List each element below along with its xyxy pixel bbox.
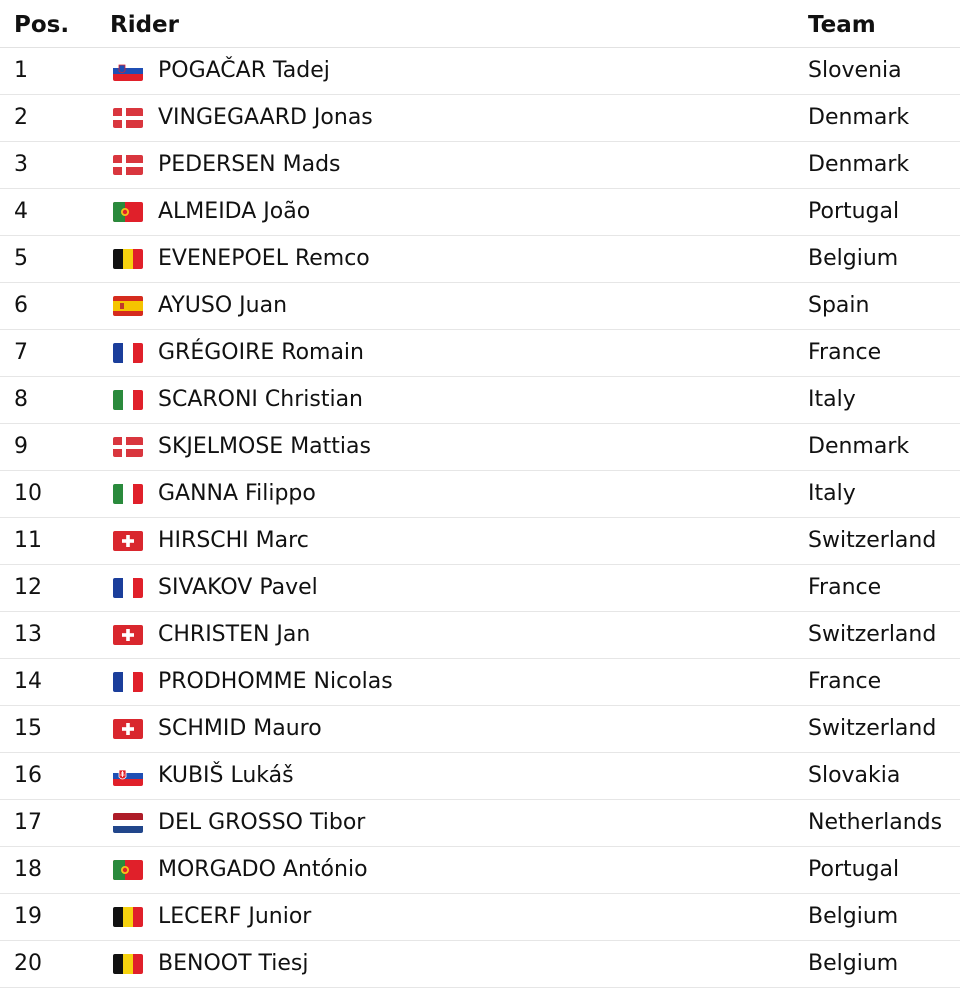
rider-name-link[interactable]: DEL GROSSO Tibor xyxy=(158,810,366,835)
team-name-link[interactable]: Denmark xyxy=(808,105,910,130)
table-row xyxy=(0,95,960,142)
table-row xyxy=(0,800,960,847)
spain-flag-icon xyxy=(113,296,143,316)
position-cell: 10 xyxy=(14,481,42,506)
rider-name-link[interactable]: BENOOT Tiesj xyxy=(158,951,309,976)
rider-name-link[interactable]: SCHMID Mauro xyxy=(158,716,322,741)
rider-name-link[interactable]: CHRISTEN Jan xyxy=(158,622,311,647)
position-cell: 2 xyxy=(14,105,28,130)
position-cell: 14 xyxy=(14,669,42,694)
team-name-link[interactable]: Switzerland xyxy=(808,716,937,741)
rider-name-link[interactable]: AYUSO Juan xyxy=(158,293,288,318)
belgium-flag-icon xyxy=(113,249,143,269)
table-row xyxy=(0,377,960,424)
switzerland-flag-icon xyxy=(113,625,143,645)
team-name-link[interactable]: Spain xyxy=(808,293,870,318)
table-row xyxy=(0,48,960,95)
rider-name-link[interactable]: SKJELMOSE Mattias xyxy=(158,434,371,459)
switzerland-flag-icon xyxy=(113,531,143,551)
switzerland-flag-icon xyxy=(113,719,143,739)
position-cell: 15 xyxy=(14,716,42,741)
table-row xyxy=(0,283,960,330)
position-cell: 16 xyxy=(14,763,42,788)
slovenia-flag-icon xyxy=(113,61,143,81)
italy-flag-icon xyxy=(113,484,143,504)
team-name-link[interactable]: Slovakia xyxy=(808,763,901,788)
table-header xyxy=(0,0,960,48)
rider-name-link[interactable]: POGAČAR Tadej xyxy=(158,58,330,83)
table-row xyxy=(0,941,960,988)
table-body xyxy=(0,48,960,988)
position-cell: 11 xyxy=(14,528,42,553)
rider-name-link[interactable]: EVENEPOEL Remco xyxy=(158,246,370,271)
table-row xyxy=(0,659,960,706)
team-name-link[interactable]: Italy xyxy=(808,481,856,506)
table-row xyxy=(0,753,960,800)
header-rider: Rider xyxy=(110,12,179,38)
rider-name-link[interactable]: MORGADO António xyxy=(158,857,368,882)
position-cell: 18 xyxy=(14,857,42,882)
rider-name-link[interactable]: GRÉGOIRE Romain xyxy=(158,340,364,365)
team-name-link[interactable]: Italy xyxy=(808,387,856,412)
belgium-flag-icon xyxy=(113,907,143,927)
france-flag-icon xyxy=(113,578,143,598)
team-name-link[interactable]: Belgium xyxy=(808,904,899,929)
table-row xyxy=(0,847,960,894)
table-row xyxy=(0,189,960,236)
netherlands-flag-icon xyxy=(113,813,143,833)
table-row xyxy=(0,424,960,471)
rider-name-link[interactable]: KUBIŠ Lukáš xyxy=(158,763,294,788)
rider-name-link[interactable]: VINGEGAARD Jonas xyxy=(158,105,373,130)
rider-name-link[interactable]: LECERF Junior xyxy=(158,904,312,929)
team-name-link[interactable]: Netherlands xyxy=(808,810,943,835)
table-row xyxy=(0,706,960,753)
position-cell: 12 xyxy=(14,575,42,600)
position-cell: 19 xyxy=(14,904,42,929)
table-row xyxy=(0,612,960,659)
header-pos: Pos. xyxy=(14,12,70,38)
team-name-link[interactable]: Portugal xyxy=(808,857,900,882)
rider-name-link[interactable]: GANNA Filippo xyxy=(158,481,316,506)
france-flag-icon xyxy=(113,343,143,363)
rider-name-link[interactable]: PEDERSEN Mads xyxy=(158,152,341,177)
portugal-flag-icon xyxy=(113,860,143,880)
team-name-link[interactable]: Belgium xyxy=(808,951,899,976)
team-name-link[interactable]: Switzerland xyxy=(808,528,937,553)
italy-flag-icon xyxy=(113,390,143,410)
team-name-link[interactable]: Switzerland xyxy=(808,622,937,647)
rider-name-link[interactable]: PRODHOMME Nicolas xyxy=(158,669,393,694)
table-row xyxy=(0,236,960,283)
rider-name-link[interactable]: SIVAKOV Pavel xyxy=(158,575,318,600)
position-cell: 4 xyxy=(14,199,28,224)
team-name-link[interactable]: Slovenia xyxy=(808,58,902,83)
position-cell: 20 xyxy=(14,951,42,976)
france-flag-icon xyxy=(113,672,143,692)
table-row xyxy=(0,894,960,941)
table-row xyxy=(0,518,960,565)
position-cell: 1 xyxy=(14,58,28,83)
team-name-link[interactable]: France xyxy=(808,669,882,694)
rider-name-link[interactable]: HIRSCHI Marc xyxy=(158,528,309,553)
position-cell: 5 xyxy=(14,246,28,271)
denmark-flag-icon xyxy=(113,437,143,457)
table-row xyxy=(0,330,960,377)
team-name-link[interactable]: Denmark xyxy=(808,434,910,459)
table-row xyxy=(0,471,960,518)
denmark-flag-icon xyxy=(113,155,143,175)
position-cell: 17 xyxy=(14,810,42,835)
rider-name-link[interactable]: SCARONI Christian xyxy=(158,387,364,412)
denmark-flag-icon xyxy=(113,108,143,128)
belgium-flag-icon xyxy=(113,954,143,974)
team-name-link[interactable]: Belgium xyxy=(808,246,899,271)
position-cell: 6 xyxy=(14,293,28,318)
team-name-link[interactable]: France xyxy=(808,575,882,600)
table-row xyxy=(0,565,960,612)
portugal-flag-icon xyxy=(113,202,143,222)
slovakia-flag-icon xyxy=(113,766,143,786)
team-name-link[interactable]: Portugal xyxy=(808,199,900,224)
team-name-link[interactable]: France xyxy=(808,340,882,365)
position-cell: 7 xyxy=(14,340,28,365)
position-cell: 9 xyxy=(14,434,28,459)
header-team: Team xyxy=(808,12,876,38)
team-name-link[interactable]: Denmark xyxy=(808,152,910,177)
position-cell: 13 xyxy=(14,622,42,647)
position-cell: 3 xyxy=(14,152,28,177)
table-row xyxy=(0,142,960,189)
rider-name-link[interactable]: ALMEIDA João xyxy=(158,199,311,224)
position-cell: 8 xyxy=(14,387,28,412)
